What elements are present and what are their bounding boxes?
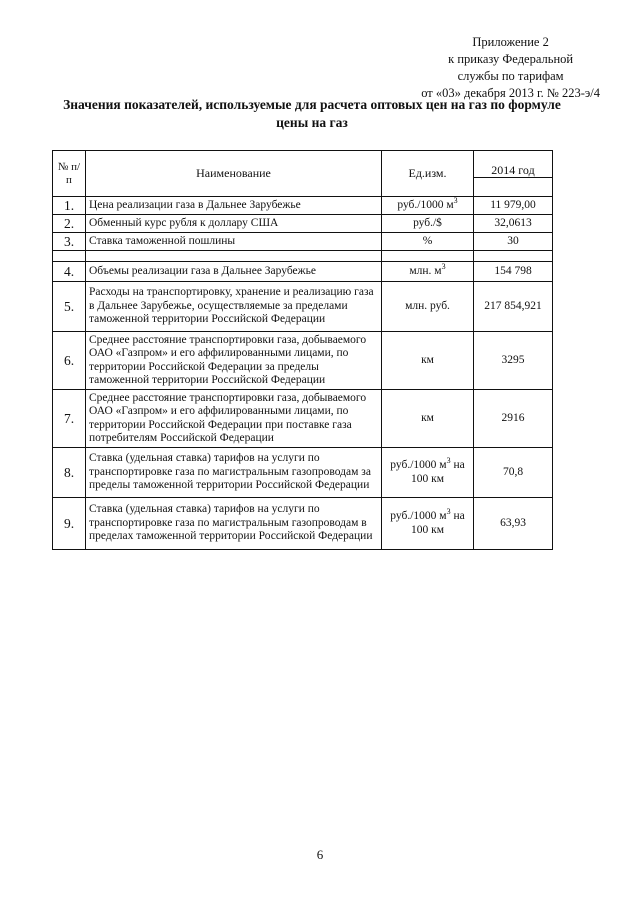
column-header-year (474, 151, 553, 197)
row-number: 4. (53, 262, 86, 282)
unit-base: % (422, 234, 433, 247)
row-number: 1. (53, 197, 86, 215)
row-value: 217 854,921 (474, 282, 553, 332)
row-name: Ставка таможенной пошлины (86, 233, 382, 251)
indicators-table (52, 150, 553, 550)
row-unit (382, 498, 474, 550)
unit-superscript: 3 (441, 261, 446, 271)
row-value: 32,0613 (474, 215, 553, 233)
appendix-line: Приложение 2 (472, 35, 549, 49)
year-label: 2014 год (491, 162, 535, 177)
unit-base: млн. м (409, 264, 442, 277)
row-name: Объемы реализации газа в Дальнее Зарубежье (86, 262, 382, 282)
unit-base: км (421, 353, 434, 366)
row-name: Обменный курс рубля к доллару США (86, 215, 382, 233)
row-value: 2916 (474, 390, 553, 448)
row-unit (382, 233, 474, 251)
table-row (53, 215, 553, 233)
row-name: Среднее расстояние транспортировки газа, добываемого ОАО «Газпром» и его аффилированными лицами, по территории Российской Федерации за пределы таможенной территории Российской Федерации (86, 332, 382, 390)
unit-base: млн. руб. (405, 299, 450, 312)
document-title: Значения показателей, используемые для расчета оптовых цен на газ по формуле цены на газ (63, 97, 561, 130)
appendix-line: к приказу Федеральной (448, 52, 574, 66)
appendix-line: службы по тарифам (457, 69, 564, 83)
row-number: 8. (53, 448, 86, 498)
separator-cell (474, 251, 553, 262)
table-row (53, 498, 553, 550)
column-header-number: № п/п (53, 151, 86, 197)
row-number: 5. (53, 282, 86, 332)
separator-cell (53, 251, 86, 262)
row-unit (382, 215, 474, 233)
table-header-row (53, 151, 553, 197)
appendix-header (421, 34, 600, 102)
unit-superscript: 3 (453, 195, 458, 205)
row-unit (382, 448, 474, 498)
row-name: Расходы на транспортировку, хранение и реализацию газа в Дальнее Зарубежье, осуществляемые за пределами таможенной территории Российской Федерации (86, 282, 382, 332)
row-number: 3. (53, 233, 86, 251)
unit-base: руб./1000 м (390, 459, 447, 471)
unit-base: руб./1000 м (397, 198, 454, 211)
row-value: 30 (474, 233, 553, 251)
row-value: 63,93 (474, 498, 553, 550)
unit-tail: на 100 км (411, 510, 465, 536)
unit-base: км (421, 411, 434, 424)
column-header-unit: Ед.изм. (382, 151, 474, 197)
row-value: 3295 (474, 332, 553, 390)
unit-base: руб./$ (413, 216, 442, 229)
row-name: Среднее расстояние транспортировки газа, добываемого ОАО «Газпром» и его аффилированными лицами, по территории Российской Федерации при поставке газа потребителям Российской Федерации (86, 390, 382, 448)
table-row (53, 390, 553, 448)
table-row (53, 233, 553, 251)
row-number: 6. (53, 332, 86, 390)
row-unit (382, 262, 474, 282)
unit-superscript: 3 (446, 456, 451, 466)
row-unit (382, 332, 474, 390)
appendix-line: от «03» декабря 2013 г. № 223-э/4 (421, 86, 600, 100)
row-name: Ставка (удельная ставка) тарифов на услуги по транспортировке газа по магистральным газопроводам за пределы таможенной территории Российской Федерации (86, 448, 382, 498)
page-number: 6 (316, 847, 324, 862)
row-value: 154 798 (474, 262, 553, 282)
table-row (53, 197, 553, 215)
column-header-name: Наименование (86, 151, 382, 197)
row-name: Цена реализации газа в Дальнее Зарубежье (86, 197, 382, 215)
row-value: 70,8 (474, 448, 553, 498)
row-unit (382, 390, 474, 448)
row-number: 2. (53, 215, 86, 233)
row-number: 7. (53, 390, 86, 448)
separator-cell (382, 251, 474, 262)
unit-superscript: 3 (446, 507, 451, 517)
table-row (53, 282, 553, 332)
table-row (53, 262, 553, 282)
row-name: Ставка (удельная ставка) тарифов на услуги по транспортировке газа по магистральным газопроводам в пределах таможенной территории Российской Федерации (86, 498, 382, 550)
unit-base: руб./1000 м (390, 510, 447, 522)
separator-cell (86, 251, 382, 262)
unit-tail: на 100 км (411, 459, 465, 485)
row-value: 11 979,00 (474, 197, 553, 215)
table-row (53, 448, 553, 498)
row-unit (382, 197, 474, 215)
table-separator-row (53, 251, 553, 262)
table-row (53, 332, 553, 390)
row-number: 9. (53, 498, 86, 550)
row-unit (382, 282, 474, 332)
